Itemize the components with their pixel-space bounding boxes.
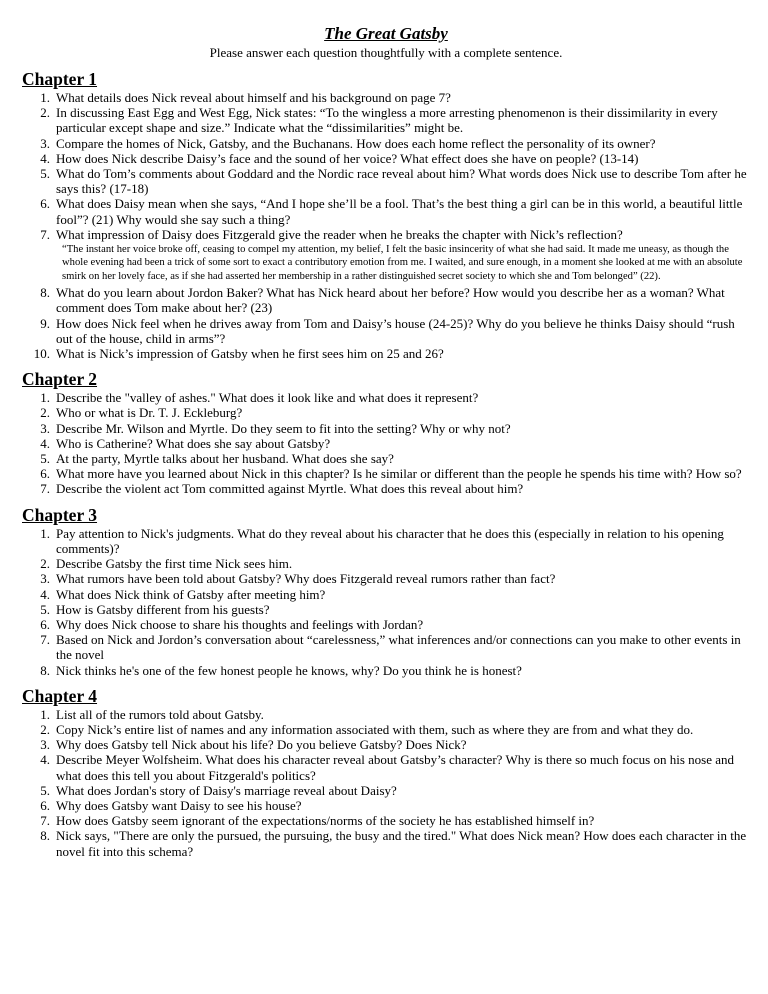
question-text: Describe Mr. Wilson and Myrtle. Do they seem to fit into the setting? Why or why not? (56, 420, 511, 436)
question-item (22, 285, 750, 315)
question-item (22, 571, 750, 586)
question-number: 6. (40, 797, 50, 813)
chapter-4-section (22, 686, 750, 859)
question-number: 4. (40, 586, 50, 602)
question-number: 7. (40, 481, 50, 497)
question-text: Describe Meyer Wolfsheim. What does his character reveal about Gatsby’s character? Why is there so much focus on his nose and what does this tell you about Fitzgerald's politics? (56, 752, 734, 783)
chapter-heading: Chapter 1 (22, 69, 98, 89)
question-text: Compare the homes of Nick, Gatsby, and the Buchanans. How does each home reflect the personality of its owner? (56, 135, 656, 151)
question-text: Describe the violent act Tom committed against Myrtle. What does this reveal about him? (56, 481, 524, 497)
question-item (22, 151, 750, 166)
question-number: 10. (33, 346, 50, 362)
question-list (22, 707, 750, 859)
question-item (22, 828, 750, 858)
question-item (22, 737, 750, 752)
question-number: 6. (40, 466, 50, 482)
question-text: Who is Catherine? What does she say about Gatsby? (56, 435, 331, 451)
question-text: How does Nick describe Daisy’s face and the sound of her voice? What effect does she have on people? (13-14) (56, 150, 639, 166)
question-item (22, 722, 750, 737)
question-number: 2. (40, 405, 50, 421)
question-item (22, 526, 750, 556)
question-text: Nick says, "There are only the pursued, the pursuing, the busy and the tired." What does Nick mean? How does each character in the novel fit into this schema? (56, 828, 747, 859)
question-text: What does Nick think of Gatsby after meeting him? (56, 586, 326, 602)
question-text: Pay attention to Nick's judgments. What do they reveal about his character that he does this (especially in relation to his opening comments)? (56, 525, 724, 556)
question-item (22, 390, 750, 405)
question-number: 7. (40, 813, 50, 829)
question-number: 1. (40, 525, 50, 541)
question-item (22, 707, 750, 722)
question-number: 8. (40, 828, 50, 844)
question-item (22, 663, 750, 678)
question-number: 1. (40, 706, 50, 722)
question-number: 5. (40, 601, 50, 617)
question-text: List all of the rumors told about Gatsby. (56, 706, 264, 722)
question-list (22, 285, 750, 361)
question-item (22, 90, 750, 105)
question-item (22, 556, 750, 571)
question-list (22, 526, 750, 678)
question-number: 1. (40, 90, 50, 105)
question-number: 4. (40, 150, 50, 166)
chapter-1-section (22, 69, 750, 361)
question-number: 5. (40, 451, 50, 467)
question-item (22, 421, 750, 436)
question-text: Nick thinks he's one of the few honest people he knows, why? Do you think he is honest? (56, 662, 522, 678)
question-number: 2. (40, 556, 50, 572)
question-item (22, 813, 750, 828)
question-text: What more have you learned about Nick in this chapter? Is he similar or different than the people he spends his time with? How so? (56, 466, 742, 482)
question-number: 5. (40, 166, 50, 182)
question-number: 4. (40, 435, 50, 451)
question-text: What details does Nick reveal about himself and his background on page 7? (56, 90, 451, 105)
question-item (22, 587, 750, 602)
question-text: How does Gatsby seem ignorant of the expectations/norms of the society he has established himself in? (56, 813, 595, 829)
question-item (22, 196, 750, 226)
question-item (22, 436, 750, 451)
question-number: 8. (40, 285, 50, 301)
question-text: Who or what is Dr. T. J. Eckleburg? (56, 405, 243, 421)
question-text: Why does Nick choose to share his thoughts and feelings with Jordan? (56, 616, 424, 632)
question-number: 8. (40, 662, 50, 678)
chapter-heading: Chapter 3 (22, 504, 98, 525)
question-item (22, 617, 750, 632)
question-text: What impression of Daisy does Fitzgerald give the reader when he breaks the chapter with Nick’s reflection? (56, 226, 623, 242)
question-number: 7. (40, 632, 50, 648)
question-text: Describe the "valley of ashes." What does it look like and what does it represent? (56, 390, 479, 406)
chapter-heading: Chapter 2 (22, 369, 98, 390)
question-text: What is Nick’s impression of Gatsby when he first sees him on 25 and 26? (56, 346, 444, 362)
question-text: Based on Nick and Jordon’s conversation about “carelessness,” what inferences and/or connections can you make to other events in the novel (56, 632, 741, 663)
question-number: 2. (40, 721, 50, 737)
question-text: What rumors have been told about Gatsby? Why does Fitzgerald reveal rumors rather than fact? (56, 571, 556, 587)
question-text: How does Nick feel when he drives away from Tom and Daisy’s house (24-25)? Why do you believe he thinks Daisy should “rush out of the house, child in arms”? (56, 315, 735, 346)
question-item (22, 632, 750, 662)
question-number: 1. (40, 390, 50, 406)
chapter-3-section (22, 505, 750, 678)
question-text: Why does Gatsby tell Nick about his life? Do you believe Gatsby? Does Nick? (56, 737, 467, 753)
question-list (22, 390, 750, 496)
question-text: Why does Gatsby want Daisy to see his house? (56, 797, 302, 813)
chapter-heading: Chapter 4 (22, 685, 98, 706)
question-item (22, 783, 750, 798)
question-text: What does Jordan's story of Daisy's marriage reveal about Daisy? (56, 782, 397, 798)
question-number: 2. (40, 105, 50, 121)
question-text: At the party, Myrtle talks about her husband. What does she say? (56, 451, 394, 467)
question-item (22, 798, 750, 813)
instructions: Please answer each question thoughtfully with a complete sentence. (209, 45, 563, 60)
question-text: What does Daisy mean when she says, “And I hope she’ll be a fool. That’s the best thing a girl can be in this world, a beautiful little fool”? (21) Why would she say such a thing? (56, 196, 743, 227)
question-item (22, 316, 750, 346)
question-text: How is Gatsby different from his guests? (56, 601, 270, 617)
question-number: 3. (40, 420, 50, 436)
question-item (22, 166, 750, 196)
question-item (22, 405, 750, 420)
question-list (22, 90, 750, 242)
chapter-2-section (22, 369, 750, 496)
question-text: What do you learn about Jordon Baker? What has Nick heard about her before? How would you describe her as a woman? What comment does Tom make about her? (23) (56, 285, 725, 316)
question-item (22, 227, 750, 242)
question-item (22, 481, 750, 496)
document-title: The Great Gatsby (324, 24, 448, 43)
question-text: Describe Gatsby the first time Nick sees him. (56, 556, 293, 572)
question-item (22, 105, 750, 135)
block-quote: “The instant her voice broke off, ceasing to compel my attention, my belief, I felt the basic insincerity of what she had said. It made me uneasy, as though the whole evening had been a trick of some sort to exact a contributory emotion from me. I waited, and sure enough, in a moment she looked at me with an absolute smirk on her lovely face, as if she had asserted her membership in a rather distinguished secret society to which she and Tom belonged” (22). (62, 244, 743, 282)
question-number: 5. (40, 782, 50, 798)
question-text: In discussing East Egg and West Egg, Nick states: “To the wingless a more arresting phenomenon is their dissimilarity in every particular except shape and size.” Indicate what the “dissimilarities” might be. (56, 105, 718, 136)
question-number: 9. (40, 315, 50, 331)
question-item (22, 346, 750, 361)
question-number: 4. (40, 752, 50, 768)
question-text: What do Tom’s comments about Goddard and the Nordic race reveal about him? What words does Nick use to describe Tom after he says this? (17-18) (56, 166, 747, 197)
question-item (22, 752, 750, 782)
question-number: 3. (40, 737, 50, 753)
question-text: Copy Nick’s entire list of names and any information associated with them, such as where they are from and what they do. (56, 721, 694, 737)
question-number: 3. (40, 135, 50, 151)
question-item (22, 602, 750, 617)
question-item (22, 466, 750, 481)
question-item (22, 136, 750, 151)
question-number: 3. (40, 571, 50, 587)
question-number: 6. (40, 616, 50, 632)
question-number: 7. (40, 226, 50, 242)
question-item (22, 451, 750, 466)
question-number: 6. (40, 196, 50, 212)
